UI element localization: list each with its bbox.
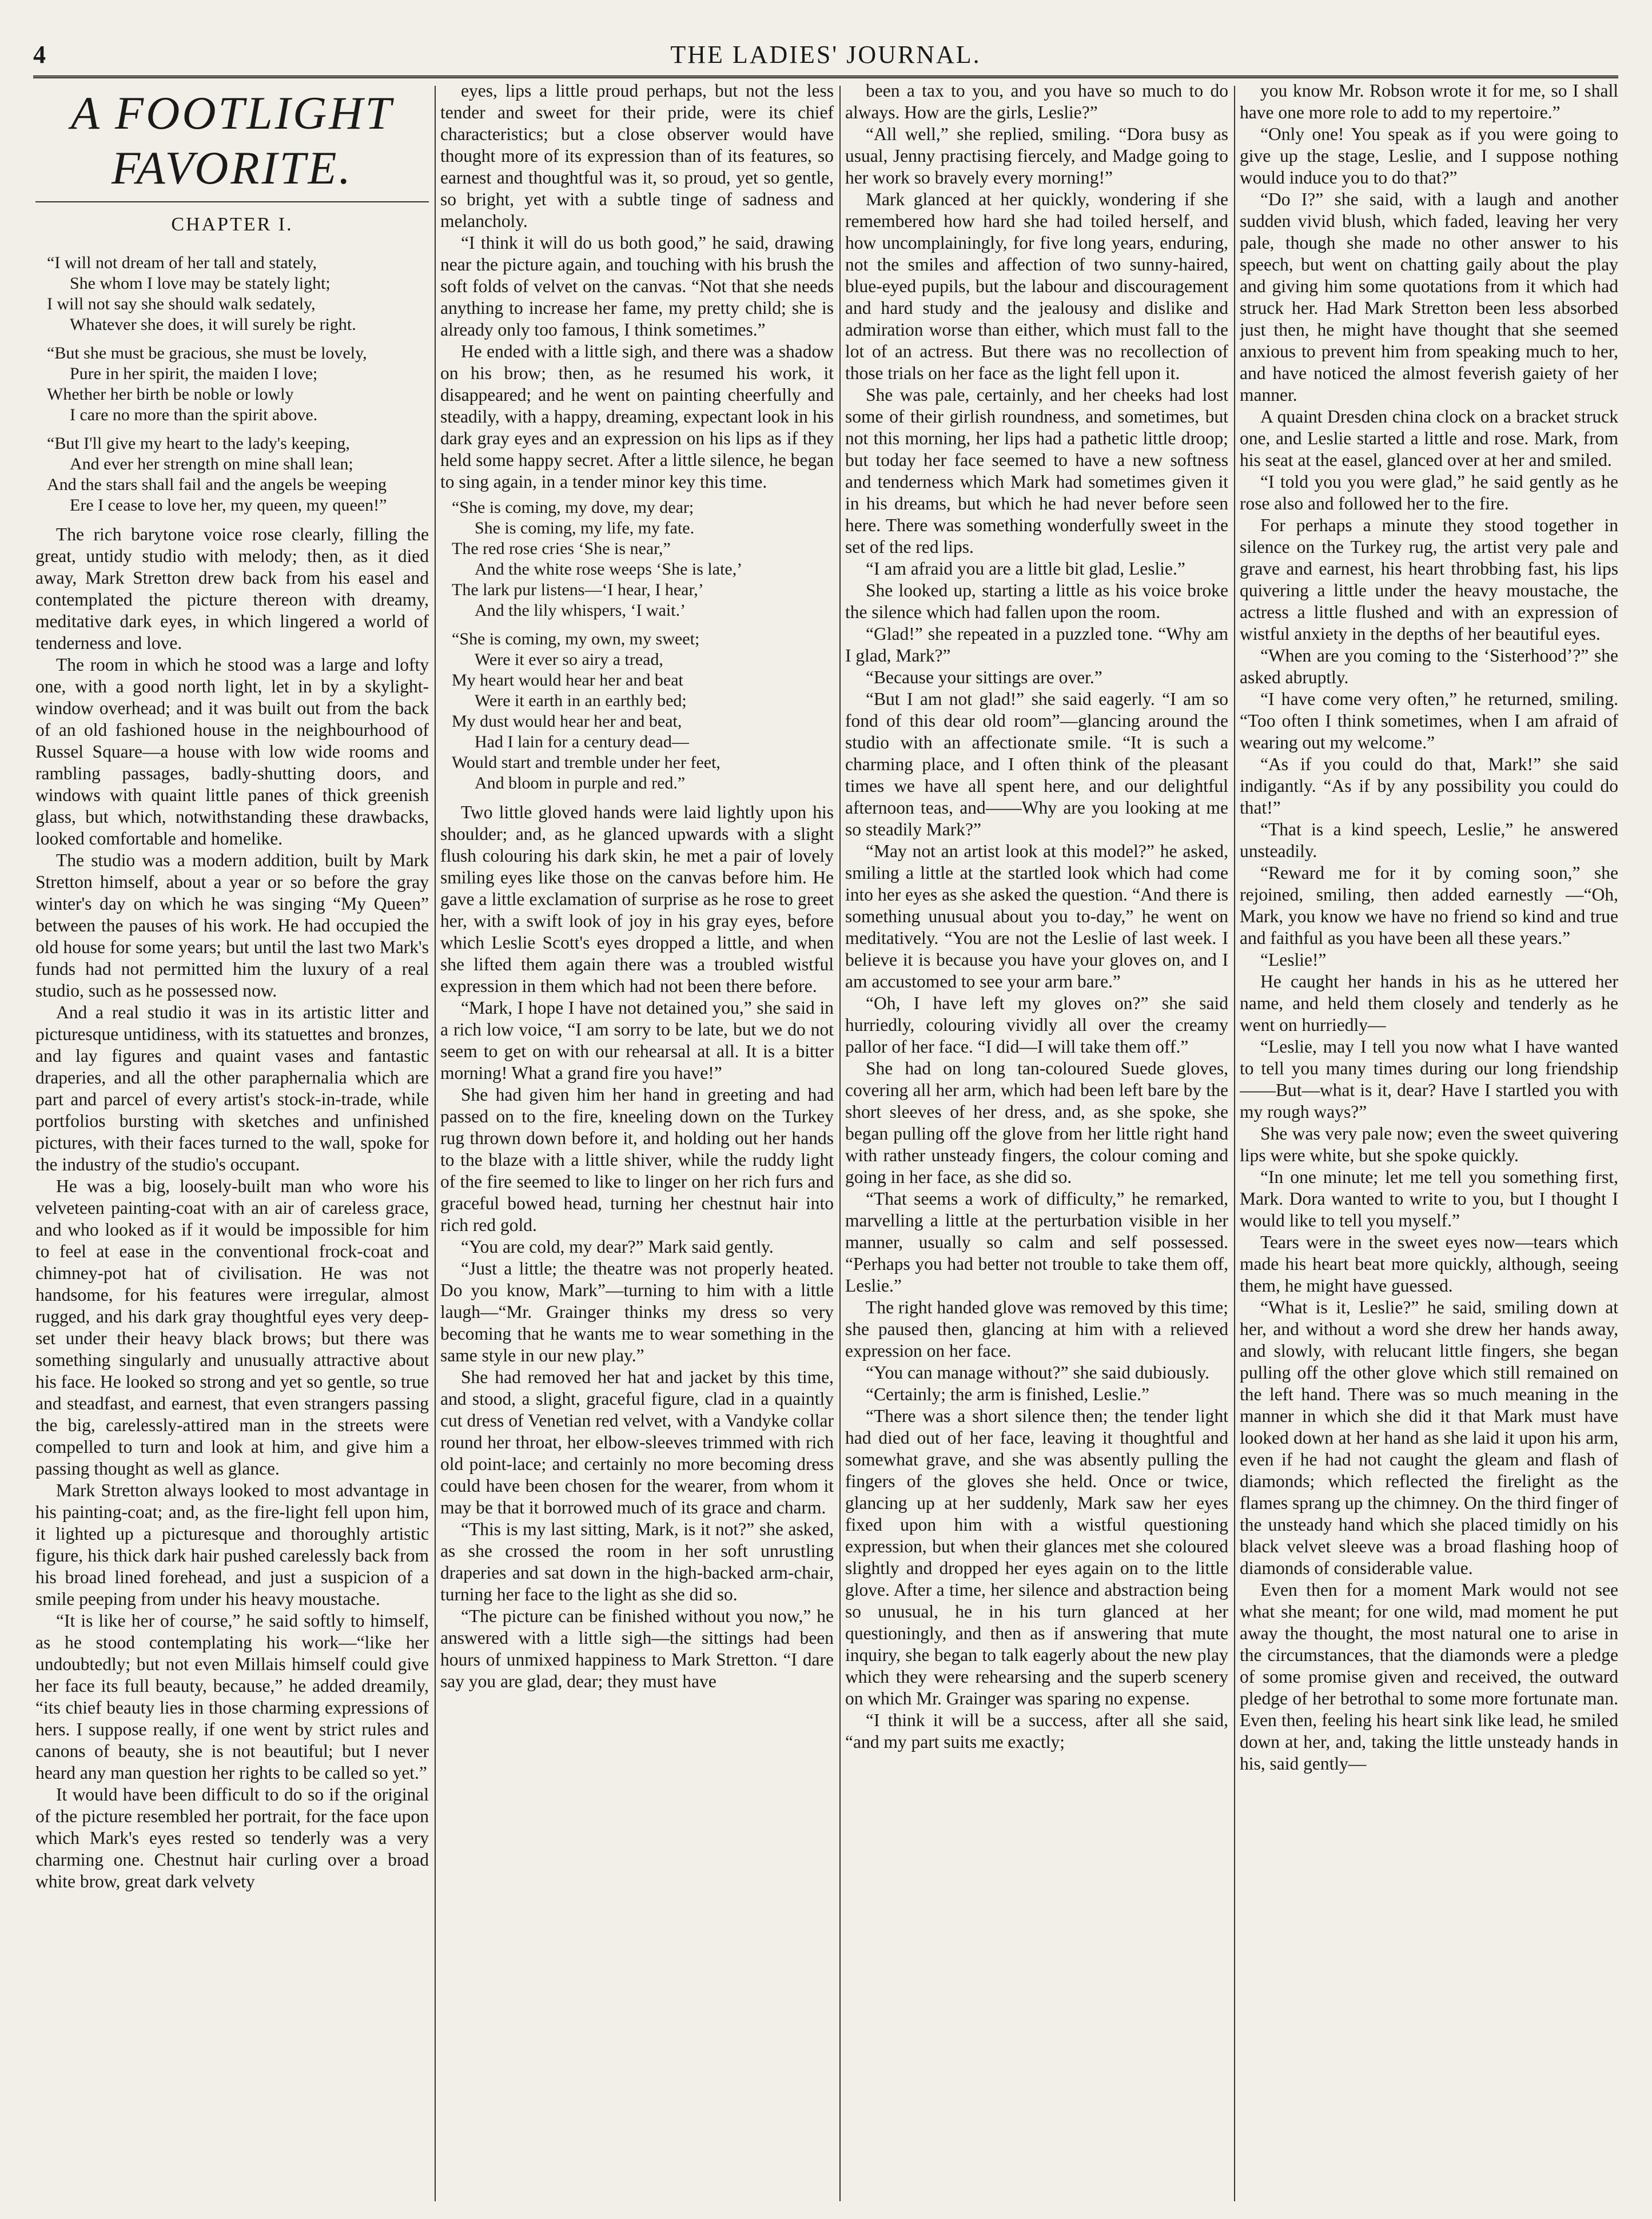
poem-line: My heart would hear her and beat bbox=[452, 671, 683, 690]
poem-stanza bbox=[47, 253, 429, 335]
poem-line: And ever her strength on mine shall lean; bbox=[70, 455, 353, 473]
poem-stanza bbox=[47, 343, 429, 425]
paragraph: “Mark, I hope I have not detained you,” she said in a rich low voice, “I am sorry to be late, but we do not seem to get on with our rehearsal at all. It is a bitter morning! What a grand fire you have!” bbox=[440, 998, 834, 1083]
paragraph: “Oh, I have left my gloves on?” she said hurriedly, colouring vividly all over the creamy pallor of her face. “I did—I will take them off.” bbox=[845, 993, 1228, 1057]
paragraph: “As if you could do that, Mark!” she said indigantly. “As if by any possibility you could do that!” bbox=[1240, 754, 1618, 818]
masthead bbox=[33, 40, 1618, 72]
paragraph: “You are cold, my dear?” Mark said gently. bbox=[461, 1237, 774, 1257]
journal-title: THE LADIES' JOURNAL. bbox=[670, 41, 981, 69]
poem-line: Whether her birth be noble or lowly bbox=[47, 385, 294, 404]
paragraph: “Only one! You speak as if you were going to give up the stage, Leslie, and I suppose nothing would induce you to do that?” bbox=[1240, 124, 1618, 188]
paragraph: Mark Stretton always looked to most advantage in his painting-coat; and, as the fire-light fell upon him, it lighted up a picturesque and thoroughly artistic figure, his thick dark hair pushed carelessly back from his broad lined forehead, and just a suspicion of a smile peeping from under his heavy moustache. bbox=[35, 1480, 429, 1609]
paragraph: The right handed glove was removed by this time; she paused then, glancing at him with a relieved expression on her face. bbox=[845, 1297, 1228, 1361]
paragraph: A quaint Dresden china clock on a bracket struck one, and Leslie started a little and rose. Mark, from his seat at the easel, glanced over at her and smiled. bbox=[1240, 407, 1618, 470]
paragraph: He was a big, loosely-built man who wore his velveteen painting-coat with an air of careless grace, and who looked as if it would be impossible for him to feel at ease in the conventional frock-coat and chimney-pot hat of civilisation. He was not handsome, for his features were irregular, almost rugged, and his dark gray thoughtful eyes very deep-set under their heavy black brows; but there was something singularly and unusually attractive about his face. He looked so strong and yet so gentle, so true and steadfast, and earnest, that even strangers passing the big, carelessly-attired man in the streets were compelled to turn and look at him, and give him a passing thought as well as glance. bbox=[35, 1176, 429, 1479]
paragraph: “There was a short silence then; the tender light had died out of her face, leaving it thoughtful and somewhat grave, and she was absently pulling the fingers of the gloves she held. Once or twice, glancing up at her suddenly, Mark saw her eyes fixed upon him with a wistful questioning expression, but when their glances met she coloured slightly and dropped her eyes again on to the little glove. After a time, her silence and abstraction being so unusual, he in his turn glanced at her questioningly, and then as if answering that mute inquiry, she began to talk eagerly about the new play which they were rehearsing and the superb scenery on which Mr. Grainger was sparing no expense. bbox=[845, 1406, 1228, 1708]
paragraph: “All well,” she replied, smiling. “Dora busy as usual, Jenny practising fiercely, and Madge going to her work so bravely every morning!” bbox=[845, 124, 1228, 188]
poem-line: Were it earth in an earthly bed; bbox=[475, 691, 687, 710]
chapter-heading: CHAPTER I. bbox=[171, 214, 293, 235]
poem-line: Had I lain for a century dead— bbox=[475, 732, 689, 751]
paragraph: “This is my last sitting, Mark, is it not?” she asked, as she crossed the room in her soft unrustling draperies and sat down in the high-backed arm-chair, turning her face to the light as she did so. bbox=[440, 1519, 834, 1604]
column-2 bbox=[440, 80, 834, 2207]
poem-line: The red rose cries ‘She is near,” bbox=[452, 539, 671, 558]
paragraph: you know Mr. Robson wrote it for me, so I shall have one more role to add to my repertoire.” bbox=[1240, 81, 1618, 122]
poem-line: She whom I love may be stately light; bbox=[70, 274, 331, 293]
paragraph: “Just a little; the theatre was not properly heated. Do you know, Mark”—turning to him with a little laugh—“Mr. Grainger thinks my dress so very becoming that he wants me to wear something in the same style in our new play.” bbox=[440, 1258, 834, 1365]
poem-line: I will not say she should walk sedately, bbox=[47, 294, 316, 313]
paragraph: “Reward me for it by coming soon,” she rejoined, smiling, then added earnestly —“Oh, Mark, you know we have no friend so kind and true and faithful as you have been all these years.” bbox=[1240, 863, 1618, 948]
column-1 bbox=[35, 80, 429, 2207]
poem-stanza bbox=[452, 497, 834, 621]
paragraph: She was pale, certainly, and her cheeks had lost some of their girlish roundness, and sometimes, but not this morning, her lips had a pathetic little droop; but today her face seemed to have a new softness and tenderness which Mark had sometimes given it in his dreams, but which he had never before seen here. There was something wonderfully sweet in the set of the red lips. bbox=[845, 385, 1228, 557]
column-rule bbox=[1234, 86, 1235, 2201]
paragraph: “I am afraid you are a little bit glad, Leslie.” bbox=[866, 559, 1185, 579]
paragraph: “I think it will be a success, after all she said, “and my part suits me exactly; bbox=[845, 1710, 1228, 1752]
poem-line: I care no more than the spirit above. bbox=[70, 405, 318, 424]
paragraph: “Because your sittings are over.” bbox=[866, 667, 1102, 687]
poem-line: Pure in her spirit, the maiden I love; bbox=[70, 364, 318, 383]
poem-line: My dust would hear her and beat, bbox=[452, 712, 682, 731]
paragraph: “That is a kind speech, Leslie,” he answered unsteadily. bbox=[1240, 819, 1618, 861]
poem-line: And the lily whispers, ‘I wait.’ bbox=[475, 601, 686, 620]
poem-line: “But I'll give my heart to the lady's keeping, bbox=[47, 434, 350, 453]
poem-line: The lark pur listens—‘I hear, I hear,’ bbox=[452, 580, 704, 599]
paragraph: “You can manage without?” she said dubiously. bbox=[866, 1363, 1210, 1383]
column-rule bbox=[435, 86, 436, 2201]
paragraph: “I think it will do us both good,” he said, drawing near the picture again, and touching with his brush the soft folds of velvet on the canvas. “Not that she needs anything to increase her fame, my pretty child; she is already only too famous, I think sometimes.” bbox=[440, 233, 834, 340]
poem-stanza bbox=[47, 433, 429, 516]
paragraph: She was very pale now; even the sweet quivering lips were white, but she spoke quickly. bbox=[1240, 1124, 1618, 1165]
paragraph: Even then for a moment Mark would not see what she meant; for one wild, mad moment he put away the thought, the most natural one to arise in the circumstances, that the diamonds were a pledge of some promise given and received, the outward pledge of her betrothal to some more fortunate man. Even then, feeling his heart sink like lead, he smiled down at her, and, taking the little unsteady hands in his, said gently— bbox=[1240, 1580, 1618, 1774]
poem-line: “She is coming, my dove, my dear; bbox=[452, 498, 694, 517]
paragraph: “It is like her of course,” he said softly to himself, as he stood contemplating his work—“like her undoubtedly; but not even Millais himself could give her face its full beauty, because,” he added dreamily, “its chief beauty lies in those charming expressions of hers. I suppose really, if one went by strict rules and canons of beauty, she is not beautiful; but I never heard any man question her rights to be called so yet.” bbox=[35, 1611, 429, 1783]
poem-my-queen bbox=[35, 253, 429, 516]
column-4-body bbox=[1240, 80, 1618, 1775]
poem-line: Would start and tremble under her feet, bbox=[452, 753, 720, 772]
paragraph: “The picture can be finished without you now,” he answered with a little sigh—the sittings had been hours of unmixed happiness to Mark Stretton. “I dare say you are glad, dear; they must have bbox=[440, 1606, 834, 1691]
paragraph: eyes, lips a little proud perhaps, but not the less tender and sweet for their pride, were its chief characteristics; but a close observer would have thought more of its expression than of its features, so earnest and thoughtful was it, so proud, yet so gentle, so bright, yet with a subtle tinge of sadness and melancholy. bbox=[440, 81, 834, 231]
paragraph: “Leslie!” bbox=[1260, 950, 1327, 970]
column-rule bbox=[839, 86, 841, 2201]
poem-line: Whatever she does, it will surely be right. bbox=[70, 315, 356, 334]
poem-line: And the white rose weeps ‘She is late,’ bbox=[475, 560, 743, 579]
paragraph: And a real studio it was in its artistic litter and picturesque untidiness, with its statuettes and bronzes, and lay figures and quaint vases and fantastic draperies, and all the other paraphernalia which are part and parcel of every artist's stock-in-trade, while portfolios bursting with sketches and unfinished pictures, with their faces turned to the wall, spoke for the industry of the studio's occupant. bbox=[35, 1002, 429, 1174]
column-2-body-top bbox=[440, 80, 834, 493]
paragraph: He caught her hands in his as he uttered her name, and held them closely and tenderly as he went on hurriedly— bbox=[1240, 971, 1618, 1035]
column-3-body bbox=[845, 80, 1228, 1753]
paragraph: Mark glanced at her quickly, wondering if she remembered how hard she had toiled herself, and how uncomplainingly, for five long years, enduring, not the smiles and affection of two sunny-haired, blue-eyed pupils, but the labour and discouragement and hard study and the jealousy and dislike and admiration worse than either, which must fall to the lot of an actress. But there was no recollection of those trials on her face as the light fell upon it. bbox=[845, 189, 1228, 383]
paragraph: “Leslie, may I tell you now what I have wanted to tell you many times during our long friendship——But—what is it, dear? Have I startled you with my rough ways?” bbox=[1240, 1037, 1618, 1122]
paragraph: “Glad!” she repeated in a puzzled tone. “Why am I glad, Mark?” bbox=[845, 624, 1228, 666]
paragraph: She had on long tan-coloured Suede gloves, covering all her arm, which had been left bare by the short sleeves of her dress, and, as she spoke, she began pulling off the glove from her little right hand with rather unsteady fingers, the colour coming and going in her face, as she did so. bbox=[845, 1058, 1228, 1187]
poem-stanza bbox=[452, 629, 834, 794]
poem-line: “I will not dream of her tall and stately, bbox=[47, 253, 317, 272]
paragraph: For perhaps a minute they stood together in silence on the Turkey rug, the artist very pale and grave and earnest, his heart throbbing fast, his lips quivering a little under the heavy moustache, the actress a little flushed and with an expression of wistful anxiety in the depths of her beautiful eyes. bbox=[1240, 515, 1618, 644]
paragraph: The room in which he stood was a large and lofty one, with a good north light, let in by a skylight-window overhead; and it was built out from the back of an old fashioned house in the neighbourhood of Russel Square—a house with low wide rooms and rambling passages, badly-shutting doors, and windows with quaint little panes of thick greenish glass, but which, notwithstanding these drawbacks, looked comfortable and homelike. bbox=[35, 655, 429, 848]
paragraph: “Certainly; the arm is finished, Leslie.” bbox=[866, 1384, 1149, 1404]
paragraph: He ended with a little sigh, and there was a shadow on his brow; then, as he resumed his work, it disappeared; and he went on painting cheerfully and steadily, with a happy, dreaming, expectant look in his dark gray eyes and an expression on his lips as if they held some happy secret. After a little silence, he began to sing again, in a tender minor key this time. bbox=[440, 341, 834, 492]
paragraph: She looked up, starting a little as his voice broke the silence which had fallen upon the room. bbox=[845, 580, 1228, 622]
column-4 bbox=[1240, 80, 1618, 2207]
paragraph: The studio was a modern addition, built by Mark Stretton himself, about a year or so before the gray winter's day on which he was singing “My Queen” between the pauses of his work. He had occupied the old house for some years; but until the last two Mark's funds had not permitted him the luxury of a real studio, such as he possessed now. bbox=[35, 850, 429, 1001]
paragraph: Two little gloved hands were laid lightly upon his shoulder; and, as he glanced upwards with a slight flush colouring his dark skin, he met a pair of lovely smiling eyes like those on the canvas before him. He gave a little exclamation of surprise as he rose to greet her, with a swift look of joy in his gray eyes, before which Leslie Scott's eyes dropped a little, and when she lifted them again there was a troubled wistful expression in them which had not been there before. bbox=[440, 802, 834, 996]
story-title: A FOOTLIGHT FAVORITE. bbox=[35, 86, 429, 202]
paragraph: “I have come very often,” he returned, smiling. “Too often I think sometimes, when I am afraid of wearing out my welcome.” bbox=[1240, 689, 1618, 752]
paragraph: “In one minute; let me tell you something first, Mark. Dora wanted to write to you, but I thought I would like to tell you myself.” bbox=[1240, 1167, 1618, 1230]
poem-line: Ere I cease to love her, my queen, my queen!” bbox=[70, 496, 387, 515]
paragraph: She had removed her hat and jacket by this time, and stood, a slight, graceful figure, clad in a quaintly cut dress of Venetian red velvet, with a Vandyke collar round her throat, her elbow-sleeves trimmed with rich old point-lace; and certainly no more becoming dress could have been chosen for the wearer, from whom it may be that it borrowed much of its grace and charm. bbox=[440, 1367, 834, 1517]
paragraph: She had given him her hand in greeting and had passed on to the fire, kneeling down on the Turkey rug thrown down before it, and holding out her hands to the blaze with a little shiver, while the ruddy light of the fire seemed to like to linger on her rich furs and graceful bowed head, turning her chestnut hair into rich red gold. bbox=[440, 1085, 834, 1235]
paragraph: “May not an artist look at this model?” he asked, smiling a little at the startled look which had come into her eyes as she asked the question. “And there is something unusual about you to-day,” he went on meditatively. “You are not the Leslie of last week. I believe it is because you have your gloves on, and I am accustomed to see your arm bare.” bbox=[845, 841, 1228, 991]
poem-line: And the stars shall fail and the angels be weeping bbox=[47, 475, 387, 494]
poem-line: She is coming, my life, my fate. bbox=[475, 519, 695, 537]
column-1-body bbox=[35, 524, 429, 1893]
poem-she-is-coming bbox=[440, 497, 834, 794]
poem-line: “But she must be gracious, she must be lovely, bbox=[47, 344, 367, 362]
paragraph: The rich barytone voice rose clearly, filling the great, untidy studio with melody; then, as it died away, Mark Stretton drew back from his easel and contemplated the picture thereon with dreamy, meditative dark eyes, in which lingered a world of tenderness and love. bbox=[35, 524, 429, 653]
paragraph: “Do I?” she said, with a laugh and another sudden vivid blush, which faded, leaving her very pale, though she made no other answer to his speech, but went on chatting gaily about the play and giving him some quotations from it which had struck her. Had Mark Stretton been less absorbed just then, he might have thought that she seemed anxious to prevent him from speaking much to her, and have noticed the almost feverish gaiety of her manner. bbox=[1240, 189, 1618, 405]
paragraph: It would have been difficult to do so if the original of the picture resembled her portrait, for the face upon which Mark's eyes rested so tenderly was a very charming one. Chestnut hair curling over a broad white brow, great dark velvety bbox=[35, 1784, 429, 1891]
poem-line: Were it ever so airy a tread, bbox=[475, 650, 663, 669]
paragraph: “When are you coming to the ‘Sisterhood’?” she asked abruptly. bbox=[1240, 646, 1618, 687]
paragraph: “That seems a work of difficulty,” he remarked, marvelling a little at the perturbation visible in her manner, usually so calm and self possessed. “Perhaps you had better not trouble to take them off, Leslie.” bbox=[845, 1189, 1228, 1296]
poem-line: “She is coming, my own, my sweet; bbox=[452, 630, 700, 648]
column-3 bbox=[845, 80, 1228, 2207]
poem-line: And bloom in purple and red.” bbox=[475, 774, 686, 792]
page-number: 4 bbox=[33, 41, 46, 69]
paragraph: been a tax to you, and you have so much to do always. How are the girls, Leslie?” bbox=[845, 81, 1228, 122]
paragraph: “But I am not glad!” she said eagerly. “I am so fond of this dear old room”—glancing around the studio with an affectionate smile. “It is such a charming place, and I often think of the pleasant times we have all spent here, and our delightful afternoon teas, and——Why are you looking at me so steadily Mark?” bbox=[845, 689, 1228, 839]
paragraph: “What is it, Leslie?” he said, smiling down at her, and without a word she drew her hands away, and slowly, with relucant little fingers, she began pulling off the other glove which still remained on the left hand. There was so much meaning in the manner in which she did it that Mark must have looked down at her hand as she laid it upon his arm, even if he had not caught the gleam and flash of diamonds; which reflected the firelight as the flames sprang up the chimney. On the third finger of the unsteady hand which she placed timidly on his black velvet sleeve was a broad flashing hoop of diamonds of considerable value. bbox=[1240, 1297, 1618, 1578]
paragraph: Tears were in the sweet eyes now—tears which made his heart beat more quickly, although, seeing them, he might have guessed. bbox=[1240, 1232, 1618, 1296]
column-2-body-bottom bbox=[440, 802, 834, 1692]
paragraph: “I told you you were glad,” he said gently as he rose also and followed her to the fire. bbox=[1240, 472, 1618, 513]
masthead-rule bbox=[33, 75, 1618, 78]
